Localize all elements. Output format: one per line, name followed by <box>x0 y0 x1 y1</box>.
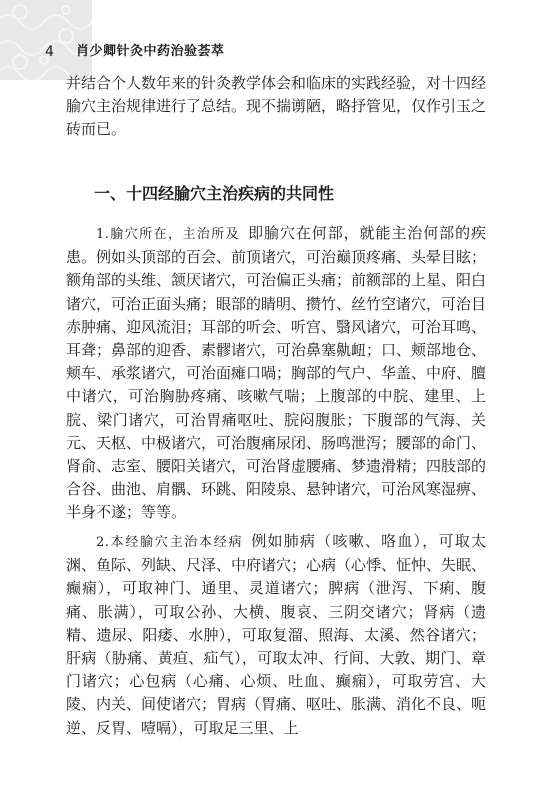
paragraph-lead: 2.本经腧穴主治本经病 <box>96 535 244 550</box>
paragraph-text: 即腧穴在何部，就能主治何部的疾患。例如头顶部的百会、前顶诸穴，可治巅顶疼痛、头晕目眩；额角部的头维、颔厌诸穴，可治偏正头痛；前额部的上星、阳白诸穴，可治正面头痛；眼部的睛明、攒竹、丝竹空诸穴，可治目赤肿痛、迎风流泪；耳部的听会、听宫、翳风诸穴，可治耳鸣、耳聋；鼻部的迎香、素髎诸穴，可治鼻塞鼽衄；口、颊部地仓、颊车、承浆诸穴，可治面瘫口喎；胸部的气户、华盖、中府、膻中诸穴，可治胸胁疼痛、咳嗽气喘；上腹部的中脘、建里、上脘、梁门诸穴，可治胃痛呕吐、脘闷腹胀；下腹部的气海、关元、天枢、中极诸穴，可治腹痛尿闭、肠鸣泄泻；腰部的命门、肾俞、志室、腰阳关诸穴，可治肾虚腰痛、梦遗滑精；四肢部的合谷、曲池、肩髃、环跳、阳陵泉、悬钟诸穴，可治风寒湿痹、半身不遂；等等。 <box>66 224 487 522</box>
body-paragraph-1 <box>66 222 486 525</box>
paragraph-text: 例如肺病（咳嗽、咯血），可取太渊、鱼际、列缺、尺泽、中府诸穴；心病（心悸、怔忡、失眠、癫痫），可取神门、通里、灵道诸穴；脾病（泄泻、下痢、腹痛、胀满），可取公孙、大横、腹哀、三阴交诸穴；肾病（遗精、遗尿、阳痿、水肿），可取复溜、照海、太溪、然谷诸穴；肝病（胁痛、黄疸、疝气），可取太冲、行间、大敦、期门、章门诸穴；心包病（心痛、心烦、吐血、癫痫），可取劳宫、大陵、内关、间使诸穴；胃病（胃痛、呕吐、胀满、消化不良、呃逆、反胃、噎嗝），可取足三里、上 <box>66 532 487 737</box>
paragraph-lead: 1.腧穴所在，主治所及 <box>96 227 241 242</box>
body-paragraph-2 <box>66 530 486 740</box>
corner-cloud-pattern <box>0 0 92 80</box>
page-number: 4 <box>45 44 54 60</box>
book-title: 肖少卿针灸中药治验荟萃 <box>76 44 225 59</box>
section-heading: 一、十四经腧穴主治疾病的共同性 <box>94 184 335 203</box>
cloud-ornament-icon <box>0 0 92 80</box>
page-header <box>0 42 552 64</box>
intro-paragraph: 并结合个人数年来的针灸教学体会和临床的实践经验，对十四经腧穴主治规律进行了总结。现不揣谫陋，略抒管见，仅作引玉之砖而已。 <box>66 74 487 139</box>
